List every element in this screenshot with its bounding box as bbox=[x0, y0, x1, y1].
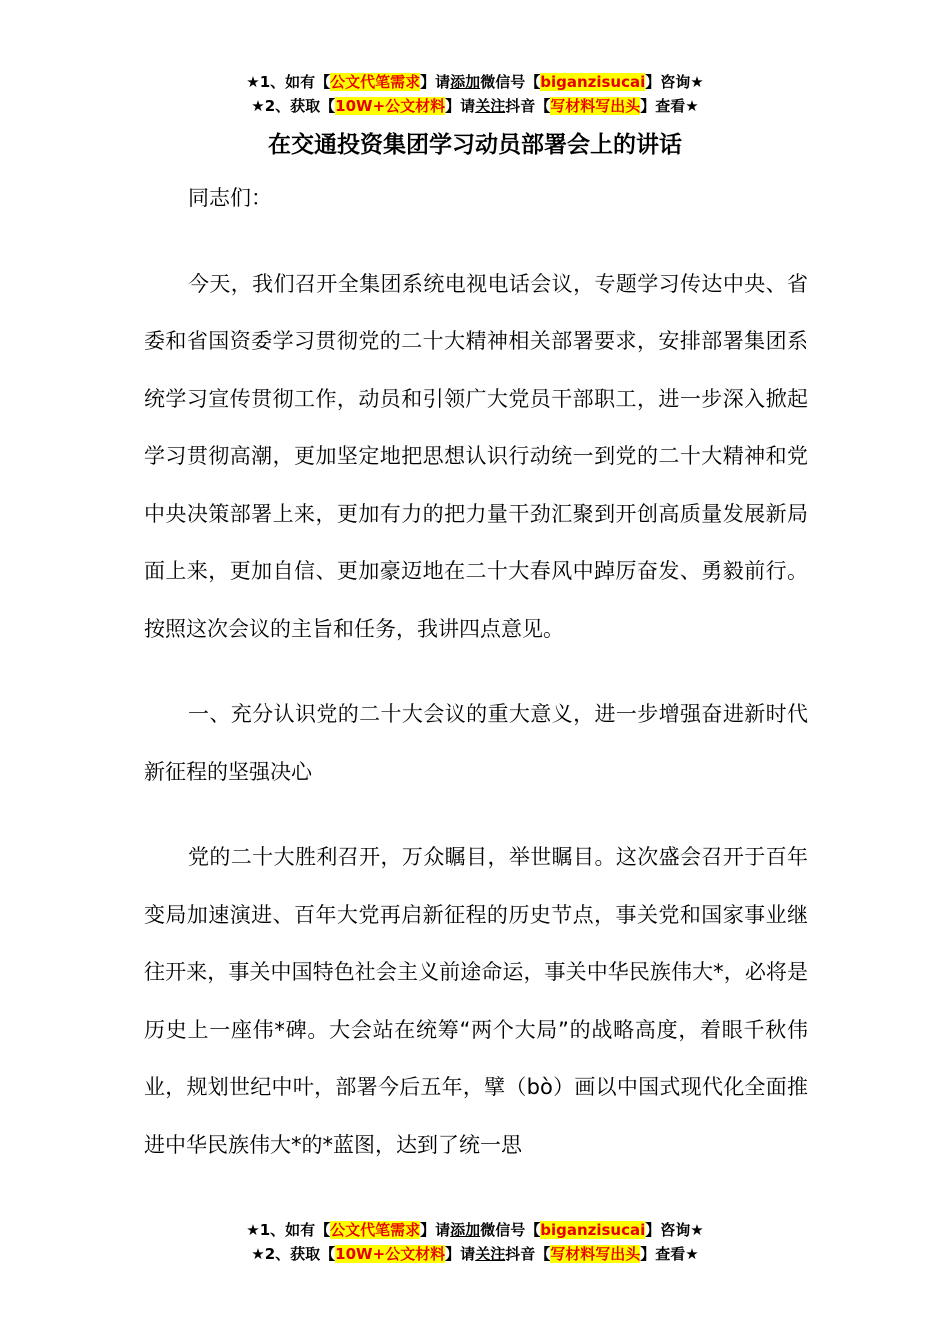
promo-text: 】请 bbox=[445, 1245, 476, 1263]
highlight-wechat-id: biganzisucai bbox=[540, 1221, 646, 1239]
star-icon: ★ bbox=[690, 1221, 704, 1239]
promo-text: 】咨询 bbox=[645, 73, 691, 91]
promo-text: 微信号【 bbox=[480, 73, 541, 91]
promo-text: 】咨询 bbox=[645, 1221, 691, 1239]
promo-text: 】查看 bbox=[640, 1245, 686, 1263]
star-icon: ★ bbox=[685, 97, 699, 115]
promo-text: 】请 bbox=[420, 1221, 451, 1239]
body-paragraph: 今天，我们召开全集团系统电视电话会议，专题学习传达中央、省委和省国资委学习贯彻党的二十大精神相关部署要求，安排部署集团系统学习宣传贯彻工作，动员和引领广大党员干部职工，进一步深入掀起学习贯彻高潮，更加坚定地把思想认识行动统一到党的二十大精神和党中央决策部署上来，更加有力的把力量干劲汇聚到开创高质量发展新局面上来，更加自信、更加豪迈地在二十大春风中踔厉奋发、勇毅前行。按照这次会议的主旨和任务，我讲四点意见。 bbox=[144, 271, 808, 641]
highlight-wechat-id: biganzisucai bbox=[540, 73, 646, 91]
promo-underlined: 关注 bbox=[475, 97, 506, 115]
promo-text: 抖音【 bbox=[505, 1245, 551, 1263]
promo-text: 1、如有【 bbox=[259, 73, 331, 91]
salutation: 同志们： bbox=[188, 186, 272, 210]
document-title: 在交通投资集团学习动员部署会上的讲话 bbox=[268, 132, 682, 158]
star-icon: ★ bbox=[690, 73, 704, 91]
section-heading: 一、充分认识党的二十大会议的重大意义，进一步增强奋进新时代新征程的坚强决心 bbox=[144, 702, 808, 784]
promo-banner-top bbox=[0, 70, 950, 118]
promo-underlined: 关注 bbox=[475, 1245, 506, 1263]
promo-text: 抖音【 bbox=[505, 97, 551, 115]
star-icon: ★ bbox=[685, 1245, 699, 1263]
promo-text: 】请 bbox=[445, 97, 476, 115]
star-icon: ★ bbox=[246, 73, 260, 91]
highlight-douyin-id: 写材料写出头 bbox=[550, 1245, 641, 1263]
star-icon: ★ bbox=[246, 1221, 260, 1239]
body-paragraph: 党的二十大胜利召开，万众瞩目，举世瞩目。这次盛会召开于百年变局加速演进、百年大党再启新征程的历史节点，事关党和国家事业继往开来，事关中国特色社会主义前途命运，事关中华民族伟大*，必将是历史上一座伟*碑。大会站在统筹“两个大局”的战略高度，着眼千秋伟业，规划世纪中叶，部署今后五年，擘（bò）画以中国式现代化全面推进中华民族伟大*的*蓝图，达到了统一思 bbox=[144, 845, 808, 1157]
highlight-materials: 10W+公文材料 bbox=[335, 1245, 446, 1263]
promo-text: 微信号【 bbox=[480, 1221, 541, 1239]
highlight-service: 公文代笔需求 bbox=[330, 1221, 421, 1239]
promo-banner-bottom bbox=[0, 1218, 950, 1266]
highlight-service: 公文代笔需求 bbox=[330, 73, 421, 91]
promo-line-2 bbox=[0, 94, 950, 118]
promo-line-1 bbox=[0, 70, 950, 94]
promo-text: 】查看 bbox=[640, 97, 686, 115]
promo-line-1 bbox=[0, 1218, 950, 1242]
star-icon: ★ bbox=[251, 97, 265, 115]
highlight-douyin-id: 写材料写出头 bbox=[550, 97, 641, 115]
promo-underlined: 添加 bbox=[450, 73, 481, 91]
promo-underlined: 添加 bbox=[450, 1221, 481, 1239]
promo-text: 2、获取【 bbox=[264, 1245, 336, 1263]
promo-text: 】请 bbox=[420, 73, 451, 91]
promo-text: 2、获取【 bbox=[264, 97, 336, 115]
document-body bbox=[144, 170, 808, 1202]
star-icon: ★ bbox=[251, 1245, 265, 1263]
promo-line-2 bbox=[0, 1242, 950, 1266]
highlight-materials: 10W+公文材料 bbox=[335, 97, 446, 115]
promo-text: 1、如有【 bbox=[259, 1221, 331, 1239]
